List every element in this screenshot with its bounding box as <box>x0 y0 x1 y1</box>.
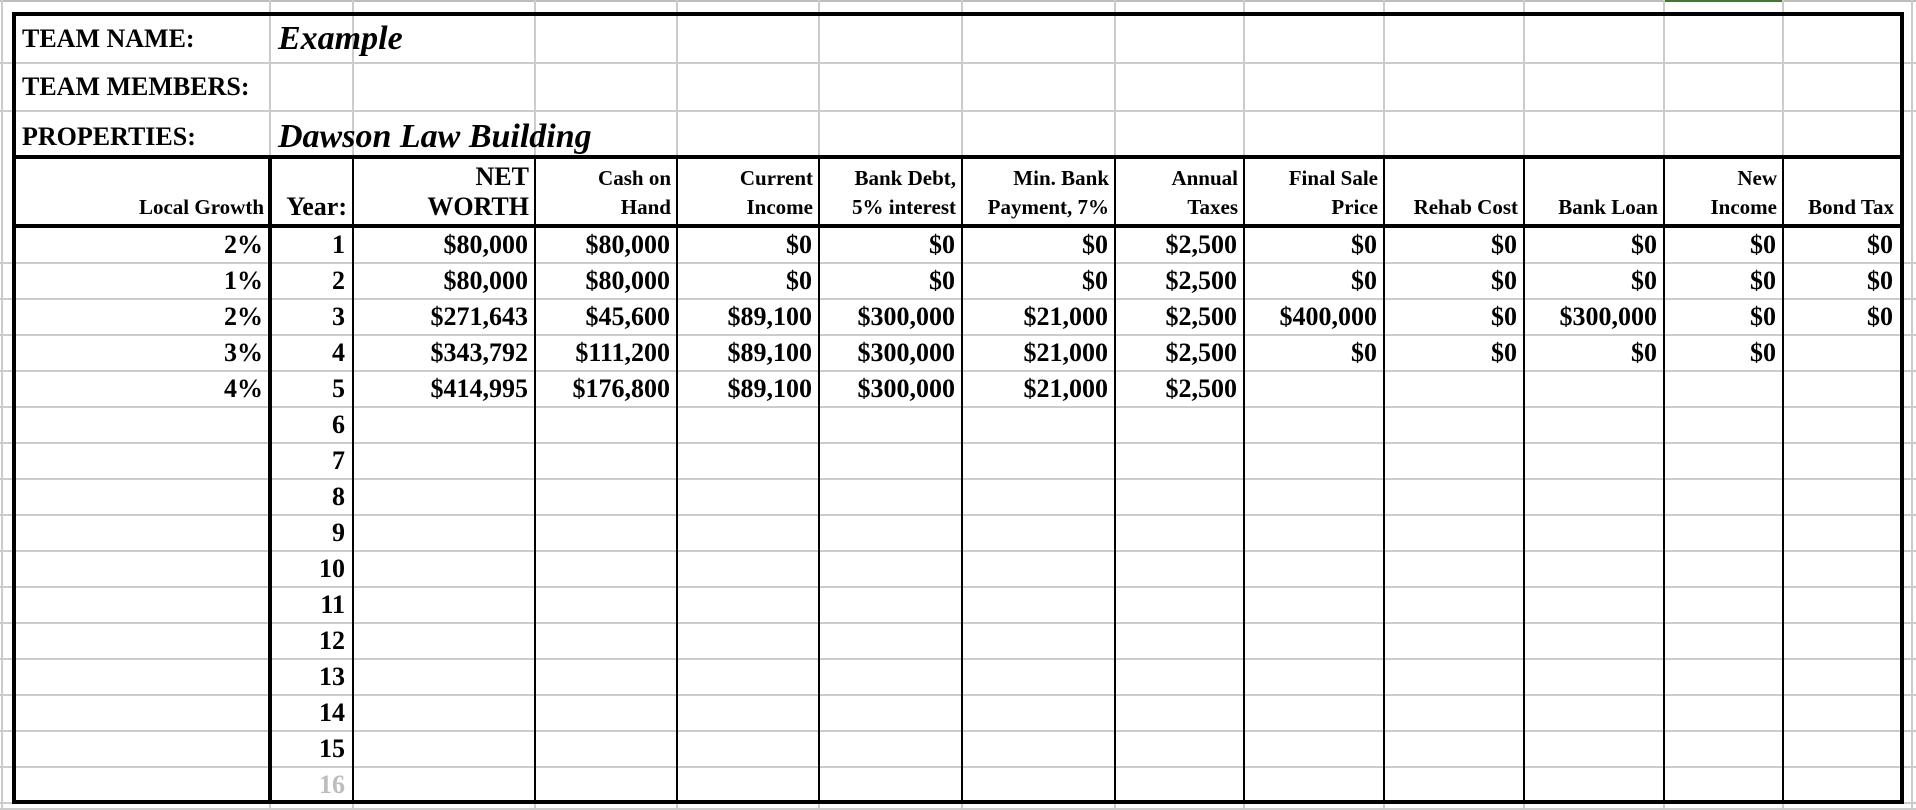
column-header-line: Bank Loan <box>1558 195 1658 219</box>
cell-annual-taxes[interactable]: $2,500 <box>1165 337 1237 367</box>
cell-current-income[interactable] <box>677 516 817 550</box>
column-header-line: 5% interest <box>851 195 956 219</box>
cell-final-sale-price[interactable]: $0 <box>1351 229 1377 259</box>
column-header-cash-on-hand[interactable] <box>535 159 675 224</box>
cell-cash-on-hand[interactable]: $80,000 <box>585 265 670 295</box>
cell-current-income[interactable] <box>677 732 817 766</box>
column-header-line: WORTH <box>427 192 529 221</box>
cell-cash-on-hand[interactable] <box>535 552 675 586</box>
cell-local-growth[interactable]: 3% <box>224 337 263 367</box>
cell-bond-tax[interactable] <box>1783 408 1898 442</box>
cell-bank-debt[interactable]: $0 <box>929 265 955 295</box>
cell-local-growth[interactable]: 4% <box>224 373 263 403</box>
column-header-year[interactable] <box>270 159 351 224</box>
column-header-line: Income <box>746 195 813 219</box>
cell-min-bank-payment[interactable] <box>962 480 1113 514</box>
cell-new-income[interactable] <box>1664 624 1781 658</box>
column-header-line: Rehab Cost <box>1413 195 1518 219</box>
cell-final-sale-price[interactable] <box>1244 552 1382 586</box>
column-header-rehab-cost[interactable] <box>1384 159 1522 224</box>
cell-rehab-cost[interactable] <box>1384 588 1522 622</box>
cell-bank-loan[interactable] <box>1524 696 1662 730</box>
cell-bond-tax[interactable] <box>1783 480 1898 514</box>
column-header-bank-debt[interactable] <box>819 159 960 224</box>
cell-bank-loan[interactable] <box>1524 408 1662 442</box>
cell-min-bank-payment[interactable]: $21,000 <box>1023 373 1108 403</box>
cell-net-worth[interactable]: $271,643 <box>430 301 528 331</box>
cell-local-growth[interactable] <box>16 624 268 658</box>
cell-net-worth[interactable]: $343,792 <box>430 337 528 367</box>
cell-new-income[interactable]: $0 <box>1750 265 1776 295</box>
cell-current-income[interactable] <box>677 552 817 586</box>
column-header-line: Min. Bank <box>1013 166 1109 190</box>
cell-bank-loan[interactable]: $0 <box>1631 265 1657 295</box>
cell-current-income[interactable]: $0 <box>786 229 812 259</box>
properties-label: PROPERTIES: <box>22 122 196 151</box>
cell-net-worth[interactable] <box>353 480 533 514</box>
cell-min-bank-payment[interactable] <box>962 732 1113 766</box>
cell-bank-loan[interactable] <box>1524 624 1662 658</box>
cell-current-income[interactable]: $89,100 <box>727 373 812 403</box>
cell-min-bank-payment[interactable] <box>962 516 1113 550</box>
cell-final-sale-price[interactable] <box>1244 768 1382 802</box>
cell-year[interactable]: 14 <box>319 698 345 727</box>
cell-bank-debt[interactable] <box>819 408 960 442</box>
cell-new-income[interactable] <box>1664 552 1781 586</box>
cell-bank-debt[interactable]: $300,000 <box>857 337 955 367</box>
cell-annual-taxes[interactable] <box>1115 480 1242 514</box>
cell-bank-loan[interactable] <box>1524 768 1662 802</box>
cell-year[interactable]: 4 <box>332 338 345 367</box>
cell-final-sale-price[interactable] <box>1244 660 1382 694</box>
cell-bank-debt[interactable] <box>819 552 960 586</box>
cell-bank-loan[interactable] <box>1524 372 1662 406</box>
cell-bank-debt[interactable]: $0 <box>929 229 955 259</box>
cell-bond-tax[interactable] <box>1783 588 1898 622</box>
column-header-new-income[interactable] <box>1664 159 1781 224</box>
cell-annual-taxes[interactable] <box>1115 768 1242 802</box>
cell-local-growth[interactable] <box>16 552 268 586</box>
cell-local-growth[interactable] <box>16 516 268 550</box>
cell-annual-taxes[interactable] <box>1115 732 1242 766</box>
cell-current-income[interactable] <box>677 480 817 514</box>
cell-final-sale-price[interactable] <box>1244 696 1382 730</box>
cell-final-sale-price[interactable]: $0 <box>1351 265 1377 295</box>
cell-bond-tax[interactable] <box>1783 552 1898 586</box>
cell-cash-on-hand[interactable] <box>535 588 675 622</box>
cell-local-growth[interactable] <box>16 588 268 622</box>
cell-net-worth[interactable]: $414,995 <box>430 373 528 403</box>
cell-new-income[interactable]: $0 <box>1750 301 1776 331</box>
cell-rehab-cost[interactable] <box>1384 696 1522 730</box>
cell-cash-on-hand[interactable] <box>535 624 675 658</box>
cell-year[interactable]: 8 <box>332 482 345 511</box>
cell-cash-on-hand[interactable] <box>535 408 675 442</box>
column-header-local-growth[interactable] <box>16 159 268 224</box>
cell-year[interactable]: 11 <box>320 590 345 619</box>
cell-new-income[interactable] <box>1664 588 1781 622</box>
cell-net-worth[interactable] <box>353 732 533 766</box>
cell-bank-debt[interactable]: $300,000 <box>857 373 955 403</box>
cell-current-income[interactable] <box>677 408 817 442</box>
cell-bank-loan[interactable]: $0 <box>1631 229 1657 259</box>
cell-cash-on-hand[interactable] <box>535 444 675 478</box>
cell-net-worth[interactable] <box>353 696 533 730</box>
cell-final-sale-price[interactable] <box>1244 624 1382 658</box>
column-header-line: Price <box>1331 195 1378 219</box>
cell-rehab-cost[interactable]: $0 <box>1491 301 1517 331</box>
cell-final-sale-price[interactable]: $0 <box>1351 337 1377 367</box>
column-header-line: Hand <box>620 195 671 219</box>
cell-min-bank-payment[interactable] <box>962 660 1113 694</box>
properties-value[interactable]: Dawson Law Building <box>278 118 592 155</box>
column-header-line: NET <box>475 162 529 191</box>
cell-min-bank-payment[interactable] <box>962 444 1113 478</box>
cell-rehab-cost[interactable] <box>1384 768 1522 802</box>
cell-current-income[interactable]: $0 <box>786 265 812 295</box>
cell-bank-loan[interactable]: $300,000 <box>1559 301 1657 331</box>
cell-rehab-cost[interactable] <box>1384 516 1522 550</box>
cell-annual-taxes[interactable] <box>1115 660 1242 694</box>
cell-rehab-cost[interactable]: $0 <box>1491 337 1517 367</box>
cell-current-income[interactable] <box>677 660 817 694</box>
cell-annual-taxes[interactable] <box>1115 516 1242 550</box>
cell-net-worth[interactable] <box>353 552 533 586</box>
cell-bond-tax[interactable] <box>1783 768 1898 802</box>
cell-min-bank-payment[interactable] <box>962 696 1113 730</box>
column-header-line: Final Sale <box>1288 166 1378 190</box>
cell-min-bank-payment[interactable] <box>962 552 1113 586</box>
cell-bank-debt[interactable] <box>819 516 960 550</box>
cell-local-growth[interactable]: 2% <box>224 229 263 259</box>
cell-current-income[interactable]: $89,100 <box>727 337 812 367</box>
cell-local-growth[interactable] <box>16 696 268 730</box>
column-header-line: Current <box>739 166 813 190</box>
cell-rehab-cost[interactable] <box>1384 552 1522 586</box>
cell-bank-loan[interactable] <box>1524 480 1662 514</box>
cell-rehab-cost[interactable] <box>1384 732 1522 766</box>
column-header-net-worth[interactable] <box>353 159 533 224</box>
cell-cash-on-hand[interactable] <box>535 480 675 514</box>
cell-net-worth[interactable] <box>353 516 533 550</box>
cell-local-growth[interactable] <box>16 660 268 694</box>
cell-local-growth[interactable] <box>16 480 268 514</box>
cell-cash-on-hand[interactable] <box>535 732 675 766</box>
column-header-line: Year: <box>286 192 347 221</box>
cell-cash-on-hand[interactable] <box>535 696 675 730</box>
selected-column-indicator <box>1663 0 1783 2</box>
column-header-line: Cash on <box>598 166 671 190</box>
cell-bank-loan[interactable] <box>1524 588 1662 622</box>
column-header-current-income[interactable] <box>677 159 817 224</box>
cell-year[interactable]: 15 <box>319 734 345 763</box>
cell-net-worth[interactable] <box>353 660 533 694</box>
cell-bank-loan[interactable] <box>1524 516 1662 550</box>
cell-bond-tax[interactable] <box>1783 624 1898 658</box>
cell-year[interactable]: 3 <box>332 302 345 331</box>
cell-final-sale-price[interactable] <box>1244 444 1382 478</box>
cell-current-income[interactable]: $89,100 <box>727 301 812 331</box>
cell-year[interactable]: 1 <box>332 230 345 259</box>
cell-local-growth[interactable]: 2% <box>224 301 263 331</box>
cell-current-income[interactable] <box>677 768 817 802</box>
column-header-line: Payment, 7% <box>987 195 1109 219</box>
cell-bank-loan[interactable]: $0 <box>1631 337 1657 367</box>
cell-cash-on-hand[interactable] <box>535 660 675 694</box>
cell-current-income[interactable] <box>677 624 817 658</box>
sheet-top-edge <box>0 0 1916 2</box>
cell-annual-taxes[interactable] <box>1115 588 1242 622</box>
team-members-label: TEAM MEMBERS: <box>22 72 250 101</box>
cell-new-income[interactable] <box>1664 696 1781 730</box>
cell-local-growth[interactable] <box>16 444 268 478</box>
cell-annual-taxes[interactable] <box>1115 624 1242 658</box>
cell-net-worth[interactable] <box>353 444 533 478</box>
cell-new-income[interactable] <box>1664 732 1781 766</box>
column-header-line: Bond Tax <box>1808 195 1894 219</box>
cell-bank-debt[interactable] <box>819 624 960 658</box>
cell-min-bank-payment[interactable] <box>962 624 1113 658</box>
cell-net-worth[interactable] <box>353 408 533 442</box>
cell-annual-taxes[interactable]: $2,500 <box>1165 373 1237 403</box>
cell-bank-debt[interactable]: $300,000 <box>857 301 955 331</box>
cell-bond-tax[interactable] <box>1783 732 1898 766</box>
cell-new-income[interactable] <box>1664 408 1781 442</box>
cell-bond-tax[interactable]: $0 <box>1867 301 1893 331</box>
cell-net-worth[interactable]: $80,000 <box>443 265 528 295</box>
column-header-bond-tax[interactable] <box>1783 159 1898 224</box>
cell-new-income[interactable]: $0 <box>1750 337 1776 367</box>
column-header-line: Local Growth <box>138 195 264 219</box>
cell-local-growth[interactable] <box>16 732 268 766</box>
cell-rehab-cost[interactable] <box>1384 444 1522 478</box>
cell-min-bank-payment[interactable] <box>962 408 1113 442</box>
cell-final-sale-price[interactable]: $400,000 <box>1279 301 1377 331</box>
column-header-bank-loan[interactable] <box>1524 159 1662 224</box>
column-header-line: Bank Debt, <box>854 166 956 190</box>
cell-year[interactable]: 6 <box>332 410 345 439</box>
cell-net-worth[interactable] <box>353 588 533 622</box>
column-header-min-bank-payment[interactable] <box>962 159 1113 224</box>
cell-min-bank-payment[interactable] <box>962 768 1113 802</box>
cell-year[interactable]: 7 <box>332 446 345 475</box>
cell-cash-on-hand[interactable] <box>535 516 675 550</box>
column-header-line: New <box>1737 166 1777 190</box>
column-header-annual-taxes[interactable] <box>1115 159 1242 224</box>
cell-cash-on-hand[interactable]: $45,600 <box>585 301 670 331</box>
cell-bank-loan[interactable] <box>1524 732 1662 766</box>
cell-annual-taxes[interactable] <box>1115 552 1242 586</box>
cell-bank-loan[interactable] <box>1524 552 1662 586</box>
cell-net-worth[interactable] <box>353 624 533 658</box>
cell-bond-tax[interactable] <box>1783 516 1898 550</box>
column-header-line: Income <box>1710 195 1777 219</box>
cell-bond-tax[interactable] <box>1783 444 1898 478</box>
cell-bank-debt[interactable] <box>819 768 960 802</box>
cell-rehab-cost[interactable] <box>1384 660 1522 694</box>
column-header-final-sale-price[interactable] <box>1244 159 1382 224</box>
cell-local-growth[interactable] <box>16 768 268 802</box>
cell-bond-tax[interactable]: $0 <box>1867 265 1893 295</box>
cell-annual-taxes[interactable] <box>1115 696 1242 730</box>
cell-bond-tax[interactable] <box>1783 336 1898 370</box>
cell-rehab-cost[interactable] <box>1384 624 1522 658</box>
cell-local-growth[interactable] <box>16 408 268 442</box>
cell-bond-tax[interactable] <box>1783 660 1898 694</box>
cell-min-bank-payment[interactable]: $0 <box>1082 265 1108 295</box>
cell-current-income[interactable] <box>677 588 817 622</box>
cell-cash-on-hand[interactable] <box>535 768 675 802</box>
cell-rehab-cost[interactable]: $0 <box>1491 265 1517 295</box>
cell-annual-taxes[interactable]: $2,500 <box>1165 301 1237 331</box>
cell-bank-debt[interactable] <box>819 444 960 478</box>
cell-cash-on-hand[interactable]: $176,800 <box>572 373 670 403</box>
cell-annual-taxes[interactable] <box>1115 408 1242 442</box>
cell-final-sale-price[interactable] <box>1244 480 1382 514</box>
cell-rehab-cost[interactable] <box>1384 480 1522 514</box>
cell-rehab-cost[interactable] <box>1384 408 1522 442</box>
team-name-label: TEAM NAME: <box>22 24 195 53</box>
cell-new-income[interactable] <box>1664 768 1781 802</box>
grid-line-vertical <box>1 0 3 810</box>
cell-current-income[interactable] <box>677 444 817 478</box>
cell-bank-debt[interactable] <box>819 696 960 730</box>
cell-net-worth[interactable] <box>353 768 533 802</box>
cell-new-income[interactable] <box>1664 372 1781 406</box>
cell-bond-tax[interactable] <box>1783 372 1898 406</box>
cell-final-sale-price[interactable] <box>1244 408 1382 442</box>
cell-final-sale-price[interactable] <box>1244 588 1382 622</box>
cell-bank-loan[interactable] <box>1524 444 1662 478</box>
cell-final-sale-price[interactable] <box>1244 732 1382 766</box>
cell-net-worth[interactable]: $80,000 <box>443 229 528 259</box>
cell-annual-taxes[interactable]: $2,500 <box>1165 229 1237 259</box>
column-header-line: Annual <box>1171 166 1238 190</box>
cell-year[interactable]: 5 <box>332 374 345 403</box>
cell-year[interactable]: 2 <box>332 266 345 295</box>
column-header-line: Taxes <box>1187 195 1238 219</box>
cell-min-bank-payment[interactable] <box>962 588 1113 622</box>
cell-annual-taxes[interactable]: $2,500 <box>1165 265 1237 295</box>
cell-year[interactable]: 10 <box>319 554 345 583</box>
cell-new-income[interactable] <box>1664 480 1781 514</box>
cell-bond-tax[interactable] <box>1783 696 1898 730</box>
cell-new-income[interactable] <box>1664 516 1781 550</box>
cell-new-income[interactable] <box>1664 660 1781 694</box>
cell-rehab-cost[interactable]: $0 <box>1491 229 1517 259</box>
team-members-value[interactable] <box>270 64 353 110</box>
cell-bank-debt[interactable] <box>819 480 960 514</box>
team-name-value[interactable]: Example <box>278 20 403 57</box>
cell-new-income[interactable]: $0 <box>1750 229 1776 259</box>
cell-bank-loan[interactable] <box>1524 660 1662 694</box>
cell-rehab-cost[interactable] <box>1384 372 1522 406</box>
cell-bond-tax[interactable]: $0 <box>1867 229 1893 259</box>
cell-cash-on-hand[interactable]: $80,000 <box>585 229 670 259</box>
cell-year[interactable]: 13 <box>319 662 345 691</box>
cell-year[interactable]: 16 <box>319 770 345 799</box>
cell-local-growth[interactable]: 1% <box>224 265 263 295</box>
cell-cash-on-hand[interactable]: $111,200 <box>575 337 670 367</box>
grid-line-vertical <box>1911 0 1913 810</box>
cell-min-bank-payment[interactable]: $21,000 <box>1023 301 1108 331</box>
cell-bank-debt[interactable] <box>819 732 960 766</box>
cell-final-sale-price[interactable] <box>1244 372 1382 406</box>
cell-bank-debt[interactable] <box>819 588 960 622</box>
cell-year[interactable]: 12 <box>319 626 345 655</box>
cell-new-income[interactable] <box>1664 444 1781 478</box>
cell-min-bank-payment[interactable]: $21,000 <box>1023 337 1108 367</box>
cell-min-bank-payment[interactable]: $0 <box>1082 229 1108 259</box>
cell-current-income[interactable] <box>677 696 817 730</box>
cell-annual-taxes[interactable] <box>1115 444 1242 478</box>
cell-bank-debt[interactable] <box>819 660 960 694</box>
cell-year[interactable]: 9 <box>332 518 345 547</box>
cell-final-sale-price[interactable] <box>1244 516 1382 550</box>
